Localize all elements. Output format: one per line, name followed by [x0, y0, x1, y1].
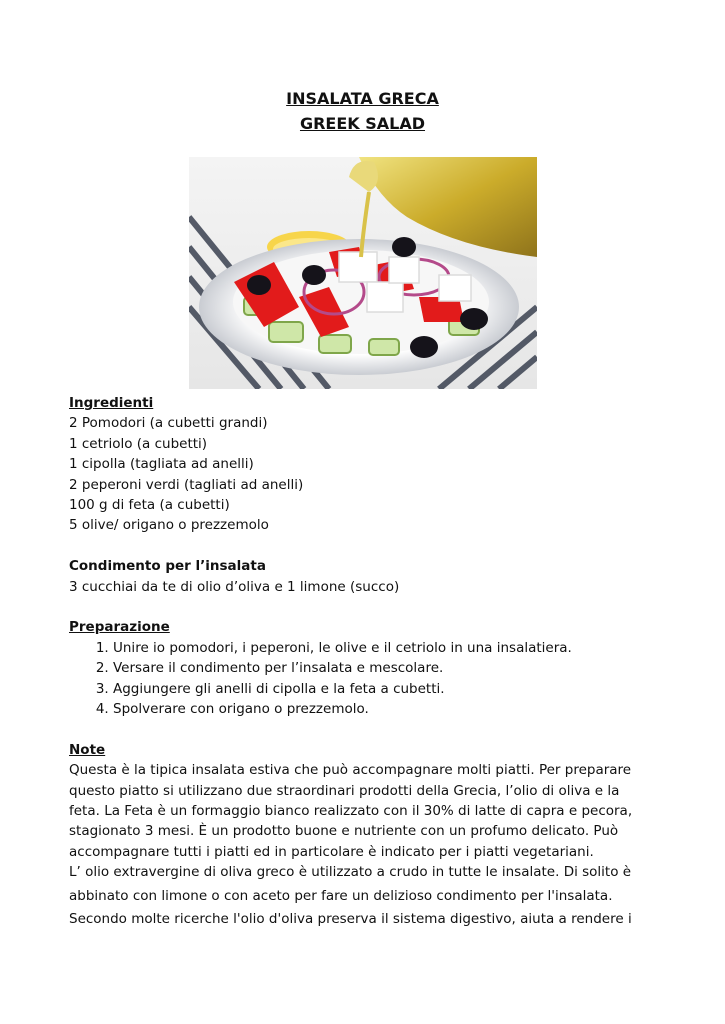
- greek-salad-photo: [189, 157, 537, 389]
- dressing-heading: Condimento per l’insalata: [69, 558, 266, 575]
- preparation-step: 1. Unire io pomodori, i peperoni, le olive e il cetriolo in una insalatiera.: [113, 638, 649, 658]
- notes-line: accompagnare tutti i piatti ed in particolare è indicato per i piatti vegetariani.: [69, 843, 594, 860]
- preparation-step: 4. Spolverare con origano o prezzemolo.: [113, 699, 649, 719]
- title-italian: INSALATA GRECA: [286, 89, 439, 108]
- preparation-step: 3. Aggiungere gli anelli di cipolla e la feta a cubetti.: [113, 679, 649, 699]
- dressing-text: 3 cucchiai da te di olio d’oliva e 1 limone (succo): [69, 578, 400, 595]
- notes-line: questo piatto si utilizzano due straordinari prodotti della Grecia, l’olio di oliva e la: [69, 782, 620, 799]
- title-english: GREEK SALAD: [299, 114, 426, 133]
- ingredient-item: 5 olive/ origano o prezzemolo: [69, 517, 269, 534]
- preparation-heading: Preparazione: [69, 619, 170, 636]
- ingredient-item: 1 cipolla (tagliata ad anelli): [69, 456, 254, 473]
- notes-line: feta. La Feta è un formaggio bianco realizzato con il 30% di latte di capra e pecora,: [69, 803, 633, 820]
- notes-line: abbinato con limone o con aceto per fare un delizioso condimento per l'insalata.: [69, 887, 613, 904]
- preparation-step: 2. Versare il condimento per l’insalata e mescolare.: [113, 658, 649, 678]
- ingredient-item: 1 cetriolo (a cubetti): [69, 435, 208, 452]
- notes-heading: Note: [69, 741, 106, 758]
- ingredient-item: 100 g di feta (a cubetti): [69, 497, 230, 514]
- ingredient-item: 2 peperoni verdi (tagliati ad anelli): [69, 476, 304, 493]
- notes-line: L’ olio extravergine di oliva greco è utilizzato a crudo in tutte le insalate. Di solito è: [69, 864, 632, 881]
- notes-line: Questa è la tipica insalata estiva che può accompagnare molti piatti. Per preparare: [69, 762, 632, 779]
- preparation-steps: [69, 638, 649, 720]
- ingredient-item: 2 Pomodori (a cubetti grandi): [69, 415, 268, 432]
- recipe-content: [69, 393, 649, 930]
- notes-line: stagionato 3 mesi. È un prodotto buone e nutriente con un profumo delicato. Può: [69, 823, 619, 840]
- notes-line: Secondo molte ricerche l'olio d'oliva preserva il sistema digestivo, aiuta a rendere i: [69, 911, 632, 928]
- ingredients-heading: Ingredienti: [69, 395, 154, 411]
